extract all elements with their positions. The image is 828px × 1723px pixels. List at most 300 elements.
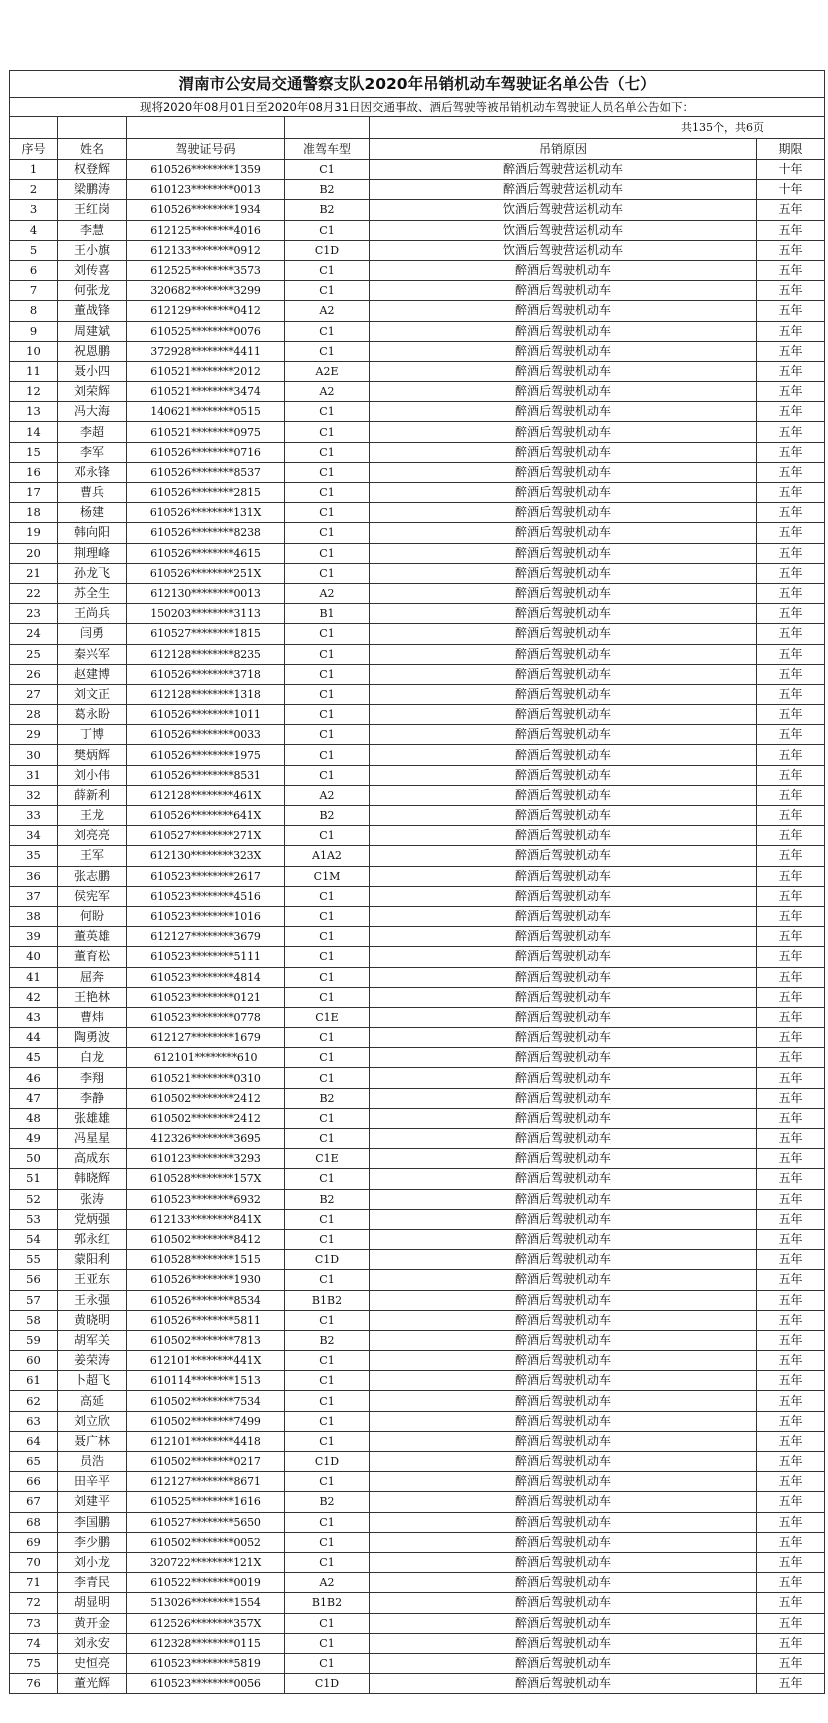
- vehicle-class: C1D: [285, 1674, 370, 1694]
- table-row: [10, 1270, 825, 1290]
- revocation-reason: 醉酒后驾驶机动车: [370, 1229, 757, 1249]
- revocation-reason: 醉酒后驾驶机动车: [370, 1129, 757, 1149]
- vehicle-class: A2: [285, 785, 370, 805]
- revocation-reason: 醉酒后驾驶机动车: [370, 765, 757, 785]
- driver-name: 祝恩鹏: [58, 341, 127, 361]
- license-number: 612128********8235: [127, 644, 285, 664]
- table-row: [10, 1674, 825, 1694]
- revocation-reason: 醉酒后驾驶机动车: [370, 1492, 757, 1512]
- row-index: 16: [10, 462, 58, 482]
- row-index: 17: [10, 483, 58, 503]
- license-number: 610123********0013: [127, 180, 285, 200]
- revocation-period: 五年: [757, 1048, 825, 1068]
- license-number: 610525********0076: [127, 321, 285, 341]
- driver-name: 薛新利: [58, 785, 127, 805]
- row-index: 64: [10, 1431, 58, 1451]
- driver-name: 杨建: [58, 503, 127, 523]
- driver-name: 王艳林: [58, 987, 127, 1007]
- revocation-period: 五年: [757, 1209, 825, 1229]
- license-number: 612101********441X: [127, 1351, 285, 1371]
- license-number: 610521********0975: [127, 422, 285, 442]
- driver-name: 韩晓辉: [58, 1169, 127, 1189]
- vehicle-class: C1: [285, 826, 370, 846]
- blank-cell: [285, 117, 370, 139]
- vehicle-class: B2: [285, 180, 370, 200]
- revocation-period: 五年: [757, 624, 825, 644]
- driver-name: 刘建平: [58, 1492, 127, 1512]
- vehicle-class: C1: [285, 402, 370, 422]
- row-index: 53: [10, 1209, 58, 1229]
- row-index: 41: [10, 967, 58, 987]
- license-number: 610526********8238: [127, 523, 285, 543]
- table-row: [10, 826, 825, 846]
- license-number: 610523********5819: [127, 1653, 285, 1673]
- driver-name: 陶勇波: [58, 1028, 127, 1048]
- table-row: [10, 341, 825, 361]
- revocation-period: 五年: [757, 1310, 825, 1330]
- revocation-period: 五年: [757, 967, 825, 987]
- revocation-reason: 醉酒后驾驶机动车: [370, 1189, 757, 1209]
- vehicle-class: B2: [285, 806, 370, 826]
- license-number: 610123********3293: [127, 1149, 285, 1169]
- record-count: 共135个，共6页: [370, 117, 825, 139]
- driver-name: 高成东: [58, 1149, 127, 1169]
- vehicle-class: B1: [285, 604, 370, 624]
- revocation-period: 五年: [757, 523, 825, 543]
- row-index: 21: [10, 563, 58, 583]
- row-index: 25: [10, 644, 58, 664]
- revocation-period: 五年: [757, 402, 825, 422]
- row-index: 56: [10, 1270, 58, 1290]
- table-row: [10, 644, 825, 664]
- license-number: 610528********157X: [127, 1169, 285, 1189]
- revocation-period: 五年: [757, 1492, 825, 1512]
- revocation-reason: 醉酒后驾驶机动车: [370, 1048, 757, 1068]
- driver-name: 白龙: [58, 1048, 127, 1068]
- vehicle-class: B2: [285, 1088, 370, 1108]
- table-row: [10, 927, 825, 947]
- driver-name: 李静: [58, 1088, 127, 1108]
- row-index: 66: [10, 1472, 58, 1492]
- license-number: 610523********2617: [127, 866, 285, 886]
- revocation-period: 五年: [757, 1391, 825, 1411]
- revocation-reason: 醉酒后驾驶机动车: [370, 947, 757, 967]
- revocation-reason: 醉酒后驾驶机动车: [370, 725, 757, 745]
- vehicle-class: C1E: [285, 1149, 370, 1169]
- table-row: [10, 1028, 825, 1048]
- revocation-period: 五年: [757, 442, 825, 462]
- license-number: 610502********7813: [127, 1330, 285, 1350]
- revocation-reason: 醉酒后驾驶机动车: [370, 1371, 757, 1391]
- table-row: [10, 281, 825, 301]
- driver-name: 冯星星: [58, 1129, 127, 1149]
- row-index: 9: [10, 321, 58, 341]
- table-row: [10, 583, 825, 603]
- row-index: 10: [10, 341, 58, 361]
- vehicle-class: B1B2: [285, 1290, 370, 1310]
- row-index: 18: [10, 503, 58, 523]
- revocation-period: 五年: [757, 321, 825, 341]
- row-index: 27: [10, 684, 58, 704]
- revocation-reason: 醉酒后驾驶机动车: [370, 442, 757, 462]
- row-index: 39: [10, 927, 58, 947]
- license-number: 610523********1016: [127, 906, 285, 926]
- driver-name: 黄开金: [58, 1613, 127, 1633]
- license-number: 610527********5650: [127, 1512, 285, 1532]
- revocation-reason: 醉酒后驾驶机动车: [370, 1351, 757, 1371]
- revocation-period: 十年: [757, 160, 825, 180]
- row-index: 69: [10, 1532, 58, 1552]
- row-index: 28: [10, 705, 58, 725]
- revocation-reason: 醉酒后驾驶机动车: [370, 402, 757, 422]
- revocation-period: 五年: [757, 745, 825, 765]
- vehicle-class: C1: [285, 1209, 370, 1229]
- vehicle-class: A2: [285, 583, 370, 603]
- license-number: 610526********5811: [127, 1310, 285, 1330]
- vehicle-class: C1: [285, 644, 370, 664]
- license-number: 612129********0412: [127, 301, 285, 321]
- license-number: 610521********0310: [127, 1068, 285, 1088]
- revocation-period: 五年: [757, 886, 825, 906]
- driver-name: 田辛平: [58, 1472, 127, 1492]
- revocation-period: 五年: [757, 281, 825, 301]
- license-number: 610522********0019: [127, 1573, 285, 1593]
- row-index: 36: [10, 866, 58, 886]
- license-number: 610502********2412: [127, 1108, 285, 1128]
- revocation-reason: 醉酒后驾驶机动车: [370, 321, 757, 341]
- license-number: 610521********3474: [127, 382, 285, 402]
- driver-name: 黄晓明: [58, 1310, 127, 1330]
- revocation-reason: 醉酒后驾驶机动车: [370, 1613, 757, 1633]
- table-row: [10, 1552, 825, 1572]
- vehicle-class: C1D: [285, 1452, 370, 1472]
- revocation-period: 五年: [757, 240, 825, 260]
- revocation-reason: 醉酒后驾驶机动车: [370, 1653, 757, 1673]
- license-number: 610525********1616: [127, 1492, 285, 1512]
- vehicle-class: C1: [285, 1169, 370, 1189]
- row-index: 35: [10, 846, 58, 866]
- revocation-reason: 醉酒后驾驶机动车: [370, 1108, 757, 1128]
- driver-name: 董光辉: [58, 1674, 127, 1694]
- driver-name: 曹炜: [58, 1007, 127, 1027]
- vehicle-class: C1: [285, 1391, 370, 1411]
- revocation-reason: 醉酒后驾驶营运机动车: [370, 180, 757, 200]
- table-row: [10, 1492, 825, 1512]
- table-row: [10, 1108, 825, 1128]
- revocation-period: 五年: [757, 664, 825, 684]
- driver-name: 刘小龙: [58, 1552, 127, 1572]
- license-number: 610527********271X: [127, 826, 285, 846]
- revocation-reason: 饮酒后驾驶营运机动车: [370, 220, 757, 240]
- license-number: 320682********3299: [127, 281, 285, 301]
- vehicle-class: B2: [285, 1492, 370, 1512]
- revocation-reason: 醉酒后驾驶机动车: [370, 604, 757, 624]
- revocation-reason: 醉酒后驾驶机动车: [370, 583, 757, 603]
- table-row: [10, 1391, 825, 1411]
- row-index: 40: [10, 947, 58, 967]
- revocation-period: 五年: [757, 826, 825, 846]
- driver-name: 冯大海: [58, 402, 127, 422]
- driver-name: 屈奔: [58, 967, 127, 987]
- driver-name: 韩向阳: [58, 523, 127, 543]
- driver-name: 葛永盼: [58, 705, 127, 725]
- table-row: [10, 1431, 825, 1451]
- vehicle-class: C1: [285, 483, 370, 503]
- driver-name: 权登辉: [58, 160, 127, 180]
- table-row: [10, 1149, 825, 1169]
- license-number: 610502********7499: [127, 1411, 285, 1431]
- row-index: 60: [10, 1351, 58, 1371]
- row-index: 8: [10, 301, 58, 321]
- revocation-reason: 醉酒后驾驶机动车: [370, 563, 757, 583]
- driver-name: 董战锋: [58, 301, 127, 321]
- row-index: 30: [10, 745, 58, 765]
- license-number: 610502********8412: [127, 1229, 285, 1249]
- vehicle-class: B1B2: [285, 1593, 370, 1613]
- driver-name: 王永强: [58, 1290, 127, 1310]
- table-row: [10, 1007, 825, 1027]
- revocation-period: 五年: [757, 604, 825, 624]
- driver-name: 樊炳辉: [58, 745, 127, 765]
- driver-name: 员浩: [58, 1452, 127, 1472]
- license-number: 612130********323X: [127, 846, 285, 866]
- revocation-reason: 醉酒后驾驶机动车: [370, 906, 757, 926]
- table-row: [10, 1048, 825, 1068]
- header-license: 驾驶证号码: [127, 139, 285, 160]
- vehicle-class: C1: [285, 967, 370, 987]
- row-index: 58: [10, 1310, 58, 1330]
- license-number: 610523********5111: [127, 947, 285, 967]
- revocation-reason: 醉酒后驾驶机动车: [370, 1573, 757, 1593]
- vehicle-class: C1: [285, 1068, 370, 1088]
- revocation-reason: 饮酒后驾驶营运机动车: [370, 200, 757, 220]
- revocation-reason: 醉酒后驾驶机动车: [370, 483, 757, 503]
- blank-cell: [127, 117, 285, 139]
- row-index: 5: [10, 240, 58, 260]
- vehicle-class: C1: [285, 1310, 370, 1330]
- license-number: 610526********1934: [127, 200, 285, 220]
- vehicle-class: B2: [285, 1189, 370, 1209]
- table-row: [10, 1351, 825, 1371]
- revocation-period: 五年: [757, 1653, 825, 1673]
- vehicle-class: C1E: [285, 1007, 370, 1027]
- driver-name: 聂小四: [58, 361, 127, 381]
- vehicle-class: A2: [285, 301, 370, 321]
- driver-name: 王龙: [58, 806, 127, 826]
- driver-name: 李军: [58, 442, 127, 462]
- license-number: 610526********4615: [127, 543, 285, 563]
- table-row: [10, 1310, 825, 1330]
- table-row: [10, 422, 825, 442]
- vehicle-class: C1: [285, 1108, 370, 1128]
- vehicle-class: C1: [285, 442, 370, 462]
- revocation-period: 五年: [757, 1552, 825, 1572]
- table-row: [10, 483, 825, 503]
- row-index: 34: [10, 826, 58, 846]
- driver-name: 王军: [58, 846, 127, 866]
- license-number: 610526********8534: [127, 1290, 285, 1310]
- revocation-reason: 醉酒后驾驶机动车: [370, 1472, 757, 1492]
- row-index: 1: [10, 160, 58, 180]
- license-number: 610526********1359: [127, 160, 285, 180]
- row-index: 54: [10, 1229, 58, 1249]
- license-number: 610502********0217: [127, 1452, 285, 1472]
- table-row: [10, 361, 825, 381]
- revocation-period: 五年: [757, 927, 825, 947]
- vehicle-class: C1: [285, 1512, 370, 1532]
- row-index: 63: [10, 1411, 58, 1431]
- row-index: 76: [10, 1674, 58, 1694]
- driver-name: 刘小伟: [58, 765, 127, 785]
- revocation-period: 五年: [757, 1674, 825, 1694]
- revocation-reason: 醉酒后驾驶机动车: [370, 987, 757, 1007]
- row-index: 11: [10, 361, 58, 381]
- license-number: 612328********0115: [127, 1633, 285, 1653]
- row-index: 48: [10, 1108, 58, 1128]
- revocation-reason: 醉酒后驾驶机动车: [370, 503, 757, 523]
- license-number: 372928********4411: [127, 341, 285, 361]
- page-title: 渭南市公安局交通警察支队2020年吊销机动车驾驶证名单公告（七）: [10, 71, 825, 98]
- row-index: 38: [10, 906, 58, 926]
- row-index: 44: [10, 1028, 58, 1048]
- table-row: [10, 664, 825, 684]
- table-row: [10, 462, 825, 482]
- driver-name: 荆理峰: [58, 543, 127, 563]
- revocation-reason: 醉酒后驾驶机动车: [370, 1310, 757, 1330]
- table-row: [10, 846, 825, 866]
- revocation-reason: 醉酒后驾驶营运机动车: [370, 160, 757, 180]
- revocation-reason: 醉酒后驾驶机动车: [370, 806, 757, 826]
- license-number: 612526********357X: [127, 1613, 285, 1633]
- row-index: 32: [10, 785, 58, 805]
- revocation-period: 五年: [757, 705, 825, 725]
- driver-name: 刘文正: [58, 684, 127, 704]
- row-index: 3: [10, 200, 58, 220]
- revocation-period: 五年: [757, 341, 825, 361]
- driver-name: 王小旗: [58, 240, 127, 260]
- revocation-table: [9, 70, 825, 1694]
- license-number: 610526********8531: [127, 765, 285, 785]
- table-row: [10, 1068, 825, 1088]
- revocation-reason: 醉酒后驾驶机动车: [370, 462, 757, 482]
- license-number: 612130********0013: [127, 583, 285, 603]
- driver-name: 党炳强: [58, 1209, 127, 1229]
- license-number: 612127********8671: [127, 1472, 285, 1492]
- table-row: [10, 180, 825, 200]
- driver-name: 刘立欣: [58, 1411, 127, 1431]
- revocation-period: 五年: [757, 1371, 825, 1391]
- driver-name: 胡军关: [58, 1330, 127, 1350]
- revocation-period: 五年: [757, 866, 825, 886]
- revocation-reason: 醉酒后驾驶机动车: [370, 341, 757, 361]
- revocation-reason: 饮酒后驾驶营运机动车: [370, 240, 757, 260]
- driver-name: 高延: [58, 1391, 127, 1411]
- revocation-reason: 醉酒后驾驶机动车: [370, 543, 757, 563]
- row-index: 2: [10, 180, 58, 200]
- row-index: 72: [10, 1593, 58, 1613]
- revocation-period: 五年: [757, 906, 825, 926]
- license-number: 610527********1815: [127, 624, 285, 644]
- driver-name: 刘亮亮: [58, 826, 127, 846]
- table-row: [10, 745, 825, 765]
- driver-name: 梁鹏涛: [58, 180, 127, 200]
- vehicle-class: C1: [285, 1552, 370, 1572]
- table-row: [10, 1532, 825, 1552]
- driver-name: 姜荣涛: [58, 1351, 127, 1371]
- table-row: [10, 1209, 825, 1229]
- revocation-period: 五年: [757, 1189, 825, 1209]
- header-name: 姓名: [58, 139, 127, 160]
- revocation-reason: 醉酒后驾驶机动车: [370, 301, 757, 321]
- revocation-reason: 醉酒后驾驶机动车: [370, 846, 757, 866]
- row-index: 47: [10, 1088, 58, 1108]
- vehicle-class: C1: [285, 1472, 370, 1492]
- revocation-reason: 醉酒后驾驶机动车: [370, 1452, 757, 1472]
- revocation-period: 五年: [757, 1270, 825, 1290]
- row-index: 12: [10, 382, 58, 402]
- vehicle-class: C1: [285, 927, 370, 947]
- table-row: [10, 684, 825, 704]
- vehicle-class: C1: [285, 1411, 370, 1431]
- driver-name: 侯宪军: [58, 886, 127, 906]
- revocation-reason: 醉酒后驾驶机动车: [370, 664, 757, 684]
- revocation-reason: 醉酒后驾驶机动车: [370, 624, 757, 644]
- vehicle-class: C1: [285, 462, 370, 482]
- table-row: [10, 260, 825, 280]
- vehicle-class: C1M: [285, 866, 370, 886]
- driver-name: 曹兵: [58, 483, 127, 503]
- header-row: [10, 139, 825, 160]
- revocation-period: 五年: [757, 260, 825, 280]
- driver-name: 胡显明: [58, 1593, 127, 1613]
- table-row: [10, 1129, 825, 1149]
- revocation-reason: 醉酒后驾驶机动车: [370, 1068, 757, 1088]
- license-number: 610502********0052: [127, 1532, 285, 1552]
- revocation-period: 五年: [757, 1108, 825, 1128]
- header-period: 期限: [757, 139, 825, 160]
- revocation-reason: 醉酒后驾驶机动车: [370, 745, 757, 765]
- license-number: 610526********641X: [127, 806, 285, 826]
- vehicle-class: C1: [285, 503, 370, 523]
- license-number: 610526********0716: [127, 442, 285, 462]
- header-index: 序号: [10, 139, 58, 160]
- driver-name: 李翔: [58, 1068, 127, 1088]
- license-number: 610526********3718: [127, 664, 285, 684]
- driver-name: 郭永红: [58, 1229, 127, 1249]
- revocation-period: 五年: [757, 1512, 825, 1532]
- revocation-period: 五年: [757, 483, 825, 503]
- revocation-reason: 醉酒后驾驶机动车: [370, 1411, 757, 1431]
- vehicle-class: C1: [285, 1532, 370, 1552]
- revocation-reason: 醉酒后驾驶机动车: [370, 927, 757, 947]
- row-index: 45: [10, 1048, 58, 1068]
- vehicle-class: C1: [285, 422, 370, 442]
- driver-name: 李超: [58, 422, 127, 442]
- table-row: [10, 967, 825, 987]
- revocation-reason: 醉酒后驾驶机动车: [370, 1028, 757, 1048]
- revocation-period: 五年: [757, 1452, 825, 1472]
- revocation-reason: 醉酒后驾驶机动车: [370, 1088, 757, 1108]
- table-row: [10, 1653, 825, 1673]
- revocation-period: 五年: [757, 1593, 825, 1613]
- revocation-period: 五年: [757, 1028, 825, 1048]
- row-index: 6: [10, 260, 58, 280]
- table-row: [10, 604, 825, 624]
- table-row: [10, 442, 825, 462]
- driver-name: 董育松: [58, 947, 127, 967]
- vehicle-class: C1: [285, 906, 370, 926]
- driver-name: 周建斌: [58, 321, 127, 341]
